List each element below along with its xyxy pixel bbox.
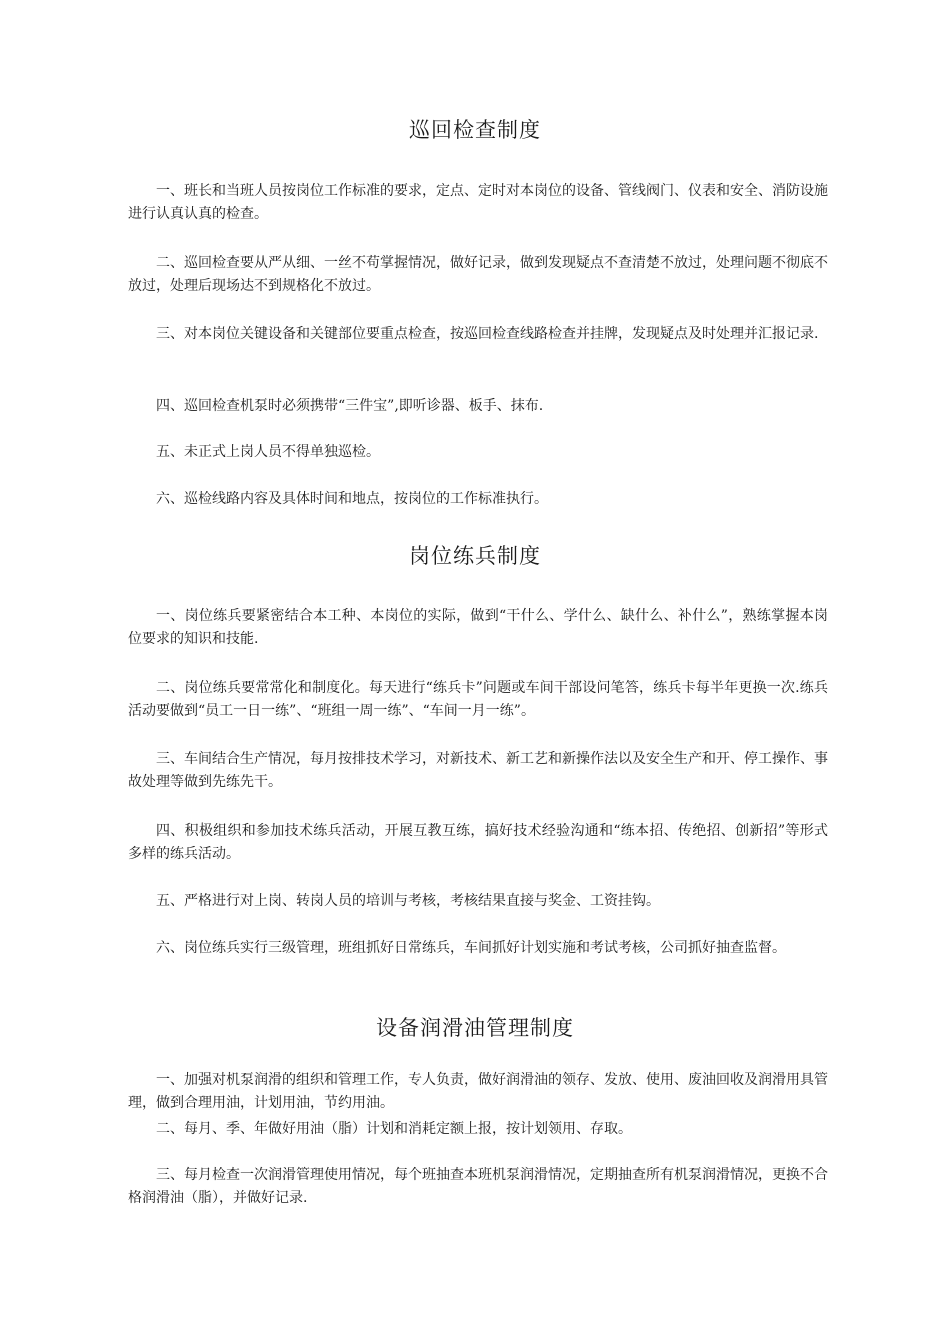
paragraph: 二、每月、季、年做好用油（脂）计划和消耗定额上报，按计划领用、存取。 (156, 1121, 632, 1137)
paragraph: 四、积极组织和参加技术练兵活动，开展互教互练，搞好技术经验沟通和“练本招、传绝招、创新招”等形式多样的练兵活动。 (128, 823, 828, 862)
paragraph: 一、加强对机泵润滑的组织和管理工作，专人负责，做好润滑油的领存、发放、使用、废油回收及润滑用具管理，做到合理用油，计划用油，节约用油。 (128, 1072, 828, 1111)
paragraph: 三、每月检查一次润滑管理使用情况，每个班抽查本班机泵润滑情况，定期抽查所有机泵润滑情况，更换不合格润滑油（脂），并做好记录. (128, 1167, 828, 1206)
paragraph: 一、岗位练兵要紧密结合本工种、本岗位的实际，做到“干什么、学什么、缺什么、补什么”，熟练掌握本岗位要求的知识和技能. (128, 608, 828, 647)
paragraph: 三、对本岗位关键设备和关键部位要重点检查，按巡回检查线路检查并挂牌，发现疑点及时处理并汇报记录. (156, 326, 819, 342)
paragraph: 一、班长和当班人员按岗位工作标准的要求，定点、定时对本岗位的设备、管线阀门、仪表和安全、消防设施进行认真认真的检查。 (128, 183, 828, 222)
paragraph: 五、未正式上岗人员不得单独巡检。 (156, 444, 380, 460)
paragraph: 三、车间结合生产情况，每月按排技术学习，对新技术、新工艺和新操作法以及安全生产和开、停工操作、事故处理等做到先练先干。 (128, 751, 828, 790)
paragraph: 六、岗位练兵实行三级管理，班组抓好日常练兵，车间抓好计划实施和考试考核，公司抓好抽查监督。 (156, 940, 786, 956)
section-title-training: 岗位练兵制度 (409, 544, 541, 568)
paragraph: 五、严格进行对上岗、转岗人员的培训与考核，考核结果直接与奖金、工资挂钩。 (156, 893, 660, 909)
paragraph: 六、巡检线路内容及具体时间和地点，按岗位的工作标准执行。 (156, 491, 548, 507)
paragraph: 二、巡回检查要从严从细、一丝不苟掌握情况，做好记录，做到发现疑点不查清楚不放过，处理问题不彻底不放过，处理后现场达不到规格化不放过。 (128, 255, 828, 294)
paragraph: 四、巡回检查机泵时必须携带“三件宝”,即听诊器、板手、抹布. (156, 398, 544, 414)
section-title-lubrication: 设备润滑油管理制度 (376, 1016, 574, 1040)
section-title-inspection: 巡回检查制度 (409, 118, 541, 142)
paragraph: 二、岗位练兵要常常化和制度化。每天进行“练兵卡”问题或车间干部设问笔答，练兵卡每半年更换一次.练兵活动要做到“员工一日一练”、“班组一周一练”、“车间一月一练”。 (128, 680, 828, 719)
